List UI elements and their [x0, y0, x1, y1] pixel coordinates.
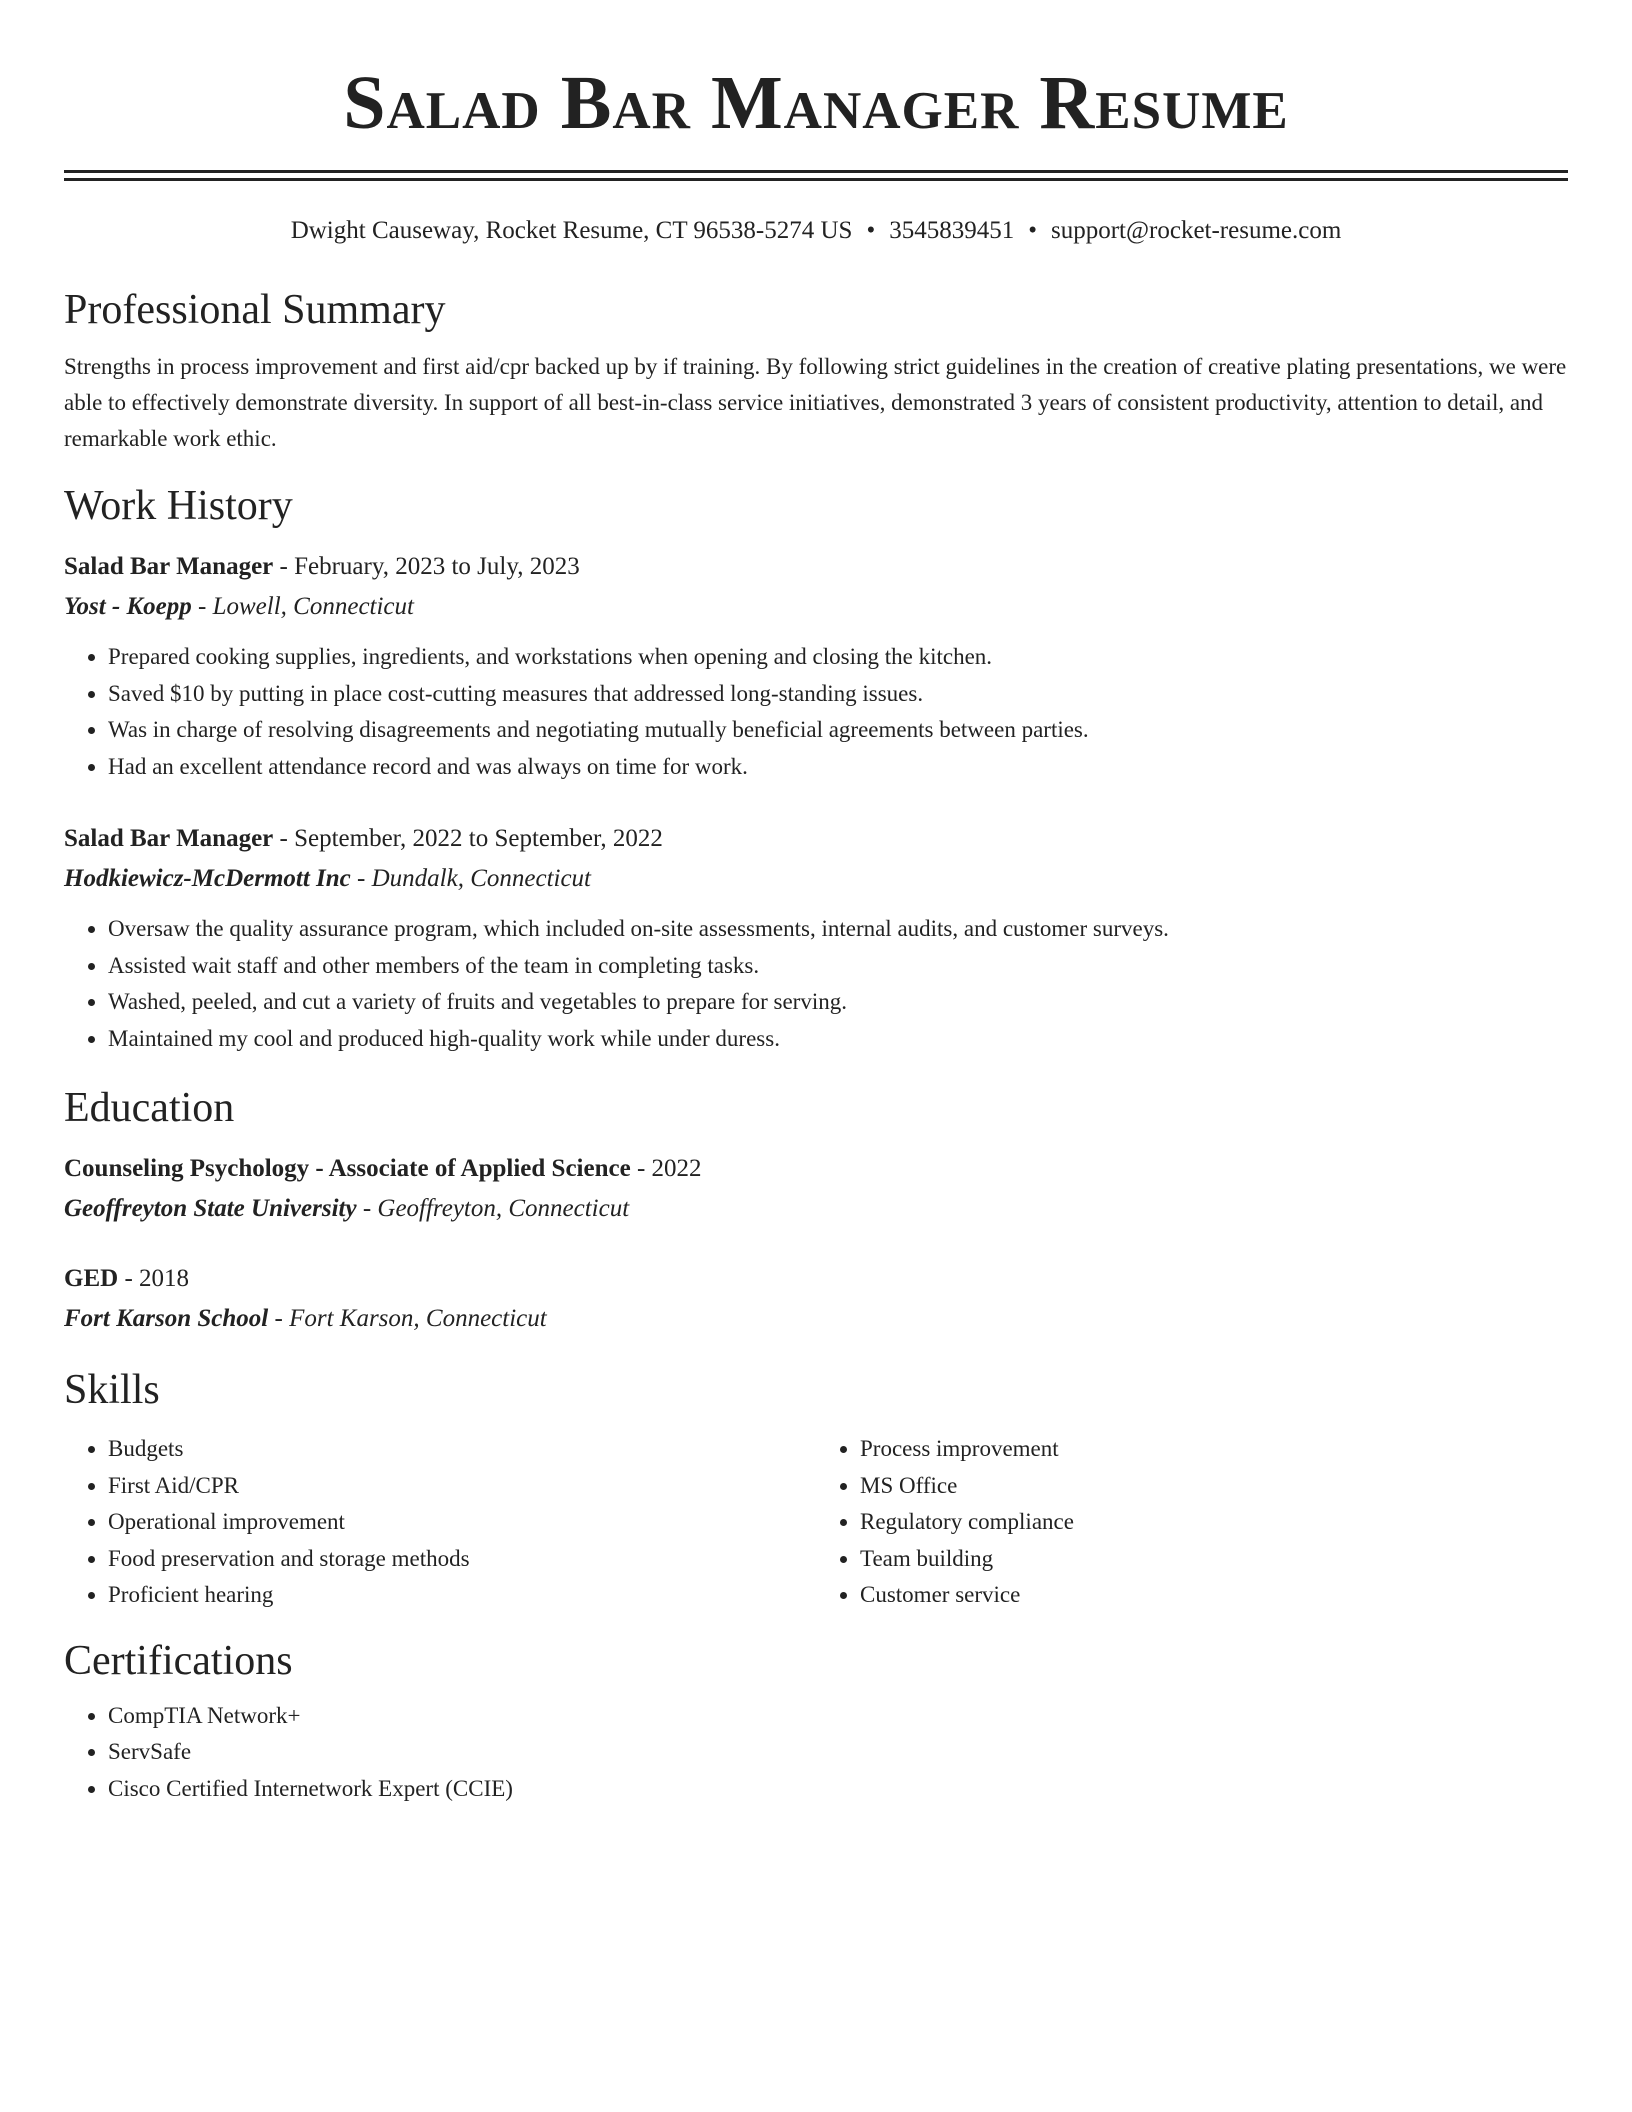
- school-location: - Geoffreyton, Connecticut: [356, 1195, 630, 1222]
- list-item: • First Aid/CPR: [108, 1468, 816, 1505]
- list-item: • Assisted wait staff and other members of the team in completing tasks.: [108, 948, 1568, 985]
- degree-year: - 2022: [630, 1155, 702, 1182]
- list-item: • Had an excellent attendance record and was always on time for work.: [108, 749, 1568, 786]
- contact-line: [64, 215, 1568, 247]
- list-item: • Regulatory compliance: [860, 1504, 1568, 1541]
- job-entry: [64, 819, 1568, 1057]
- job-company: Yost - Koepp: [64, 593, 192, 620]
- summary-heading: Professional Summary: [64, 287, 446, 333]
- list-item: • Prepared cooking supplies, ingredients, and workstations when opening and closing the kitchen.: [108, 639, 1568, 676]
- list-item: • MS Office: [860, 1468, 1568, 1505]
- list-item: • Operational improvement: [108, 1504, 816, 1541]
- degree: Counseling Psychology - Associate of Applied Science: [64, 1155, 631, 1182]
- education-entry: [64, 1149, 1568, 1229]
- certifications-list: [64, 1698, 1568, 1808]
- list-item: • Washed, peeled, and cut a variety of fruits and vegetables to prepare for serving.: [108, 984, 1568, 1021]
- job-dates: - February, 2023 to July, 2023: [273, 553, 580, 580]
- job-title: Salad Bar Manager: [64, 553, 274, 580]
- skills-columns: [64, 1431, 1568, 1614]
- contact-email: support@rocket-resume.com: [1051, 217, 1342, 244]
- list-item: • Food preservation and storage methods: [108, 1541, 816, 1578]
- contact-separator: •: [1028, 217, 1037, 244]
- school-location: - Fort Karson, Connecticut: [268, 1305, 547, 1332]
- job-dates: - September, 2022 to September, 2022: [273, 825, 663, 852]
- job-duties-list: [64, 911, 1568, 1057]
- job-title-line: [64, 547, 1568, 587]
- list-item: • Maintained my cool and produced high-quality work while under duress.: [108, 1021, 1568, 1058]
- certifications-heading: Certifications: [64, 1637, 293, 1684]
- degree-line: [64, 1259, 1568, 1299]
- summary-text: Strengths in process improvement and first aid/cpr backed up by if training. By following strict guidelines in the creation of creative plating presentations, we were able to effectively demonstrate diversity. In support of all best-in-class service initiatives, demonstrated 3 years of consistent productivity, attention to detail, and remarkable work ethic.: [64, 354, 1567, 451]
- education-entry: [64, 1259, 1568, 1339]
- school: Fort Karson School: [64, 1305, 269, 1332]
- list-item: • Budgets: [108, 1431, 816, 1468]
- job-location: - Lowell, Connecticut: [191, 593, 414, 620]
- education-heading: Education: [64, 1085, 235, 1131]
- list-item: • Cisco Certified Internetwork Expert (CCIE): [108, 1771, 1568, 1808]
- list-item: • Customer service: [860, 1577, 1568, 1614]
- job-location: - Dundalk, Connecticut: [350, 865, 592, 892]
- list-item: • Saved $10 by putting in place cost-cutting measures that addressed long-standing issues.: [108, 676, 1568, 713]
- job-entry: [64, 547, 1568, 785]
- degree: GED: [64, 1265, 119, 1292]
- school: Geoffreyton State University: [64, 1195, 357, 1222]
- list-item: • Proficient hearing: [108, 1577, 816, 1614]
- degree-year: - 2018: [118, 1265, 190, 1292]
- skills-list-right: [816, 1431, 1568, 1614]
- degree-line: [64, 1149, 1568, 1189]
- list-item: • ServSafe: [108, 1734, 1568, 1771]
- skills-heading: Skills: [64, 1367, 160, 1413]
- list-item: • Process improvement: [860, 1431, 1568, 1468]
- job-title: Salad Bar Manager: [64, 825, 274, 852]
- school-line: [64, 1299, 1568, 1339]
- contact-separator: •: [866, 217, 876, 244]
- job-title-line: [64, 819, 1568, 859]
- school-line: [64, 1189, 1568, 1229]
- list-item: • Oversaw the quality assurance program, which included on-site assessments, internal audits, and customer surveys.: [108, 911, 1568, 948]
- list-item: • Team building: [860, 1541, 1568, 1578]
- resume-title: Salad Bar Manager Resume: [343, 61, 1289, 145]
- contact-phone: 3545839451: [889, 217, 1015, 244]
- list-item: • CompTIA Network+: [108, 1698, 1568, 1735]
- job-company-line: [64, 587, 1568, 627]
- work-history-heading: Work History: [64, 483, 293, 529]
- job-company-line: [64, 859, 1568, 899]
- contact-address: Dwight Causeway, Rocket Resume, CT 96538-5274 US: [290, 217, 853, 244]
- job-company: Hodkiewicz-McDermott Inc: [64, 865, 351, 892]
- skills-list-left: [64, 1431, 816, 1614]
- job-duties-list: [64, 639, 1568, 785]
- title-double-rule: [64, 170, 1568, 181]
- list-item: • Was in charge of resolving disagreements and negotiating mutually beneficial agreements between parties.: [108, 712, 1568, 749]
